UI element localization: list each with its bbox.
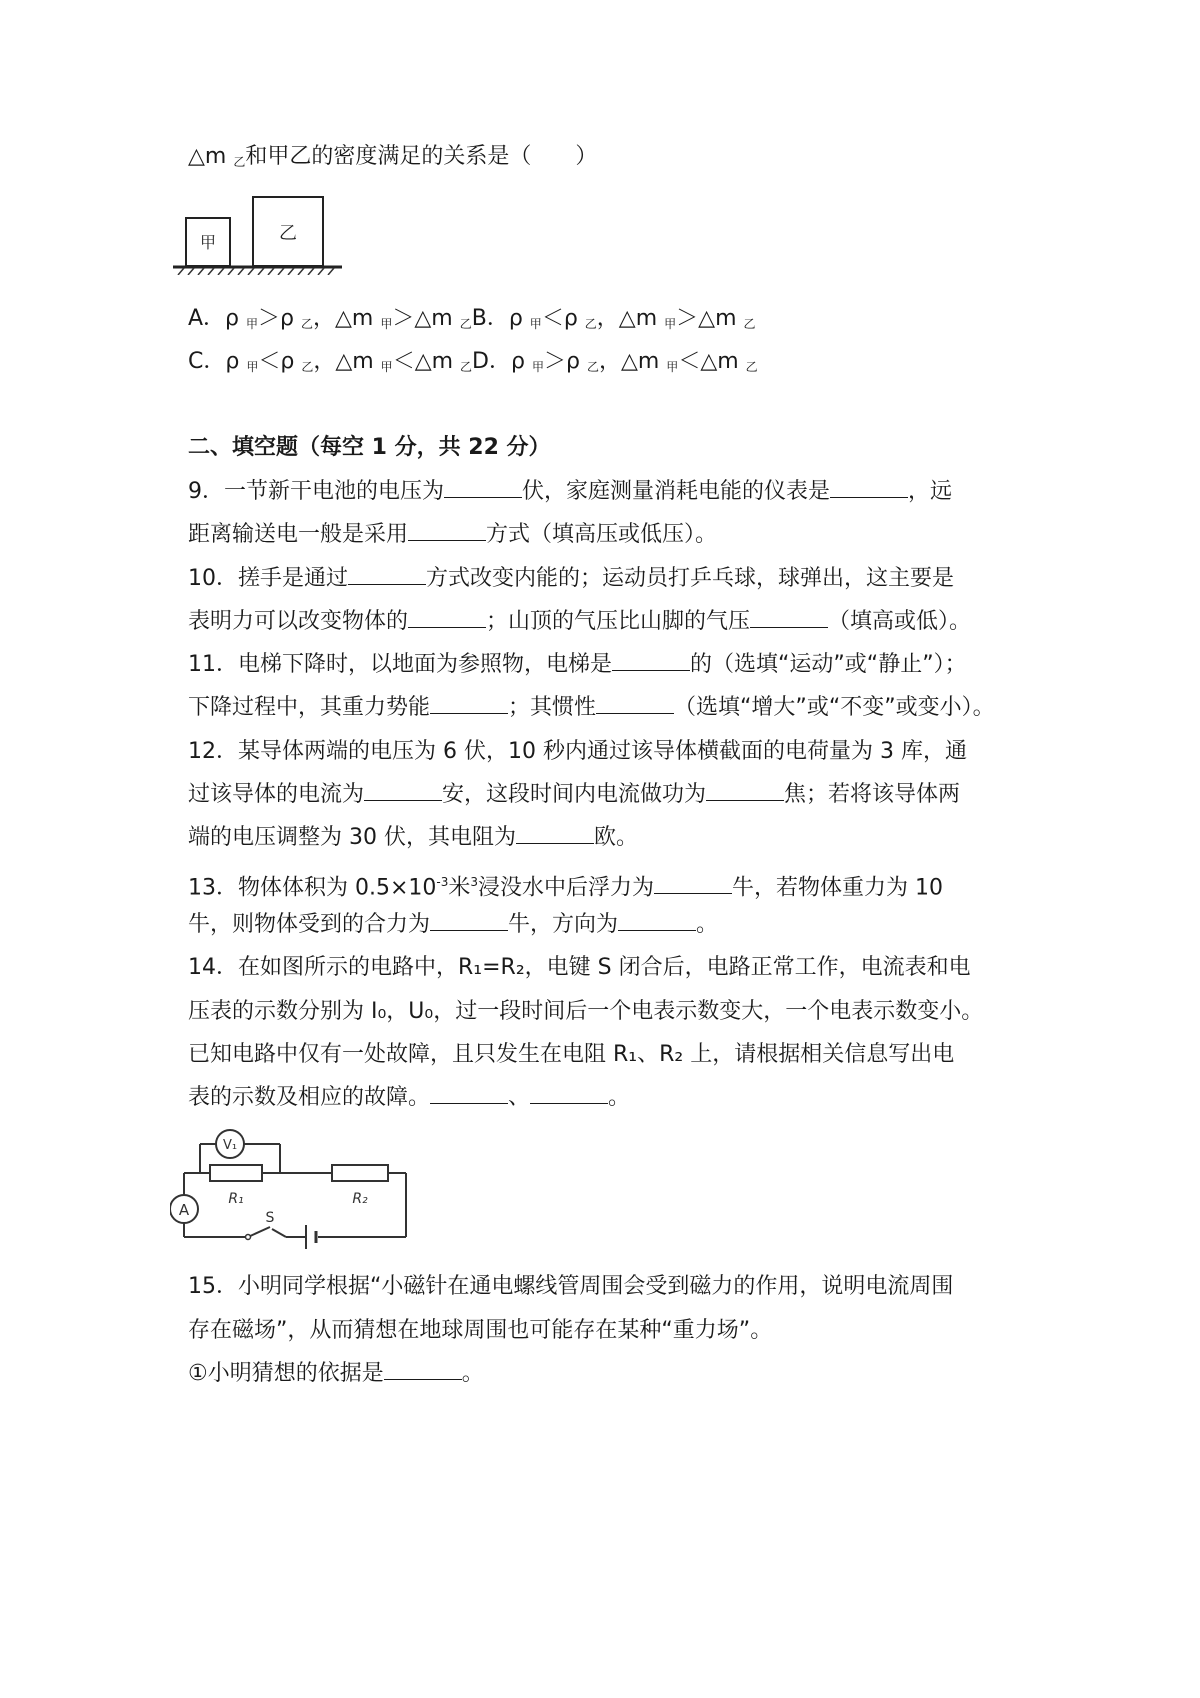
q10-line2: 表明力可以改变物体的 ；山顶的气压比山脚的气压 （填高或低）。: [188, 609, 972, 634]
q11-line2: 下降过程中，其重力势能 ；其惯性 （选填“增大”或“不变”或变小）。: [188, 695, 995, 720]
q12-blank-3[interactable]: [516, 823, 594, 844]
q12-line3: 端的电压调整为 30 伏，其电阻为 欧。: [188, 825, 638, 850]
circuit-diagram: [170, 1125, 450, 1255]
q11-blank-2[interactable]: [430, 693, 508, 714]
block-jia-label: 甲: [199, 233, 217, 252]
q10-line1: 10．搓手是通过 方式改变内能的；运动员打乒乓球，球弹出，这主要是: [188, 566, 955, 591]
q13-blank-2[interactable]: [430, 910, 508, 931]
q14-line3: 已知电路中仅有一处故障，且只发生在电阻 R₁、R₂ 上，请根据相关信息写出电: [188, 1042, 955, 1067]
q11-blank-3[interactable]: [596, 693, 674, 714]
q14-line1: 14．在如图所示的电路中，R₁=R₂，电键 S 闭合后，电路正常工作，电流表和电: [188, 955, 971, 980]
blocks-figure: [170, 190, 350, 275]
r1-label: R₁: [228, 1191, 244, 1207]
q15-line3: ①小明猜想的依据是 。: [188, 1361, 484, 1386]
resistor-r2: [332, 1165, 388, 1181]
q12-line1: 12．某导体两端的电压为 6 伏，10 秒内通过该导体横截面的电荷量为 3 库，通: [188, 739, 967, 764]
q9-blank-2[interactable]: [830, 477, 908, 498]
q8-options-ab: A．ρ 甲＞ρ 乙，△m 甲＞△m 乙B．ρ 甲＜ρ 乙，△m 甲＞△m 乙: [188, 306, 756, 331]
q14-blank-2[interactable]: [530, 1083, 608, 1104]
r2-label: R₂: [352, 1191, 368, 1207]
q14-line4: 表的示数及相应的故障。 、 。: [188, 1085, 631, 1110]
q9-line1: 9．一节新干电池的电压为 伏，家庭测量消耗电能的仪表是 ，远: [188, 479, 953, 504]
q13-blank-3[interactable]: [618, 910, 696, 931]
q12-blank-1[interactable]: [364, 780, 442, 801]
voltmeter-label: V₁: [222, 1138, 238, 1153]
q12-line2: 过该导体的电流为 安，这段时间内电流做功为 焦；若将该导体两: [188, 782, 961, 807]
q11-line1: 11．电梯下降时，以地面为参照物，电梯是 的（选填“运动”或“静止”）；: [188, 652, 967, 677]
q15-line1: 15．小明同学根据“小磁针在通电螺线管周围会受到磁力的作用，说明电流周围: [188, 1274, 954, 1299]
block-yi-label: 乙: [279, 223, 297, 244]
q9-blank-1[interactable]: [444, 477, 522, 498]
resistor-r1: [210, 1165, 262, 1181]
q8-stem: △m 乙和甲乙的密度满足的关系是（ ）: [188, 144, 598, 169]
q14-blank-1[interactable]: [430, 1083, 508, 1104]
q10-blank-3[interactable]: [750, 607, 828, 628]
switch-label: S: [265, 1210, 275, 1226]
ammeter-label: A: [178, 1201, 190, 1219]
q15-blank-1[interactable]: [384, 1359, 462, 1380]
section2-title: 二、填空题（每空 1 分，共 22 分）: [188, 435, 551, 460]
q11-blank-1[interactable]: [612, 650, 690, 671]
q15-line2: 存在磁场”，从而猜想在地球周围也可能存在某种“重力场”。: [188, 1318, 773, 1343]
q12-blank-2[interactable]: [706, 780, 784, 801]
q8-options-cd: C．ρ 甲＜ρ 乙，△m 甲＜△m 乙D．ρ 甲＞ρ 乙，△m 甲＜△m 乙: [188, 349, 758, 374]
q9-blank-3[interactable]: [408, 520, 486, 541]
q9-line2: 距离输送电一般是采用 方式（填高压或低压）。: [188, 522, 718, 547]
q10-blank-2[interactable]: [408, 607, 486, 628]
q13-line1: 13．物体体积为 $0.5\times 10^{-3}$米$^3$浸没水中后浮力为 牛，若物体重力为 10: [188, 875, 944, 901]
q10-blank-1[interactable]: [348, 564, 426, 585]
q13-blank-1[interactable]: [654, 873, 732, 894]
q14-line2: 压表的示数分别为 I₀，U₀，过一段时间后一个电表示数变大，一个电表示数变小。: [188, 999, 984, 1024]
q13-line2: 牛，则物体受到的合力为 牛，方向为 。: [188, 912, 719, 937]
